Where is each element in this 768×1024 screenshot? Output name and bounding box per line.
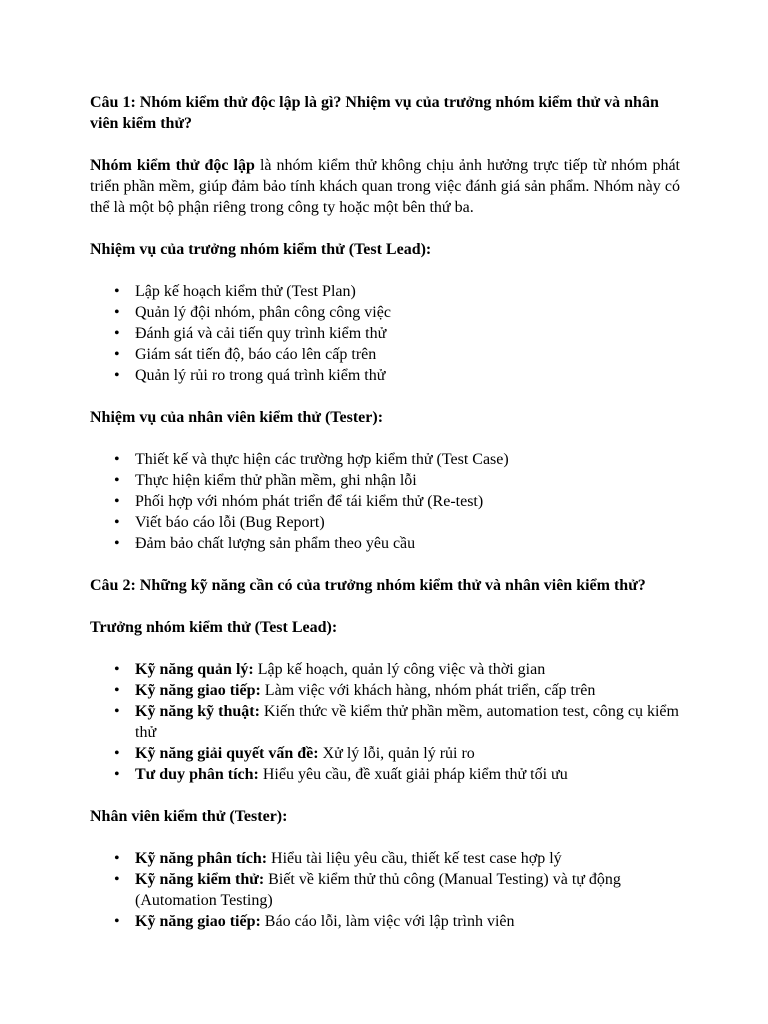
- skill-term: Kỹ năng phân tích:: [135, 850, 268, 867]
- list-item: [90, 911, 680, 932]
- list-item: [90, 701, 680, 743]
- skill-text: Xử lý lỗi, quản lý rủi ro: [318, 745, 475, 762]
- list-item-text: Viết báo cáo lỗi (Bug Report): [135, 514, 325, 531]
- skill-term: Kỹ năng kỹ thuật:: [135, 703, 260, 720]
- list-item-text: Thiết kế và thực hiện các trường hợp kiểm thử (Test Case): [135, 451, 509, 468]
- bullet-icon: •: [114, 367, 120, 384]
- test-lead-tasks-heading: Nhiệm vụ của trưởng nhóm kiểm thử (Test Lead):: [90, 241, 432, 258]
- list-item-text: Quản lý đội nhóm, phân công công việc: [135, 304, 391, 321]
- document-page: [90, 92, 680, 953]
- list-item-text: Đánh giá và cải tiến quy trình kiểm thử: [135, 325, 387, 342]
- list-item: [90, 848, 680, 869]
- list-item-text: Quản lý rủi ro trong quá trình kiểm thử: [135, 367, 386, 384]
- skill-term: Kỹ năng quản lý:: [135, 661, 254, 678]
- bullet-icon: •: [114, 535, 120, 552]
- skill-term: Kỹ năng giao tiếp:: [135, 913, 261, 930]
- list-item: [90, 680, 680, 701]
- list-item: [90, 302, 680, 323]
- list-item: [90, 344, 680, 365]
- question-1-title: Câu 1: Nhóm kiểm thử độc lập là gì? Nhiệm vụ của trưởng nhóm kiểm thử và nhân viên kiểm thử?: [90, 94, 659, 132]
- tester-skills-list: [90, 848, 680, 932]
- tester-tasks-heading: Nhiệm vụ của nhân viên kiểm thử (Tester):: [90, 409, 384, 426]
- skill-text: Lập kế hoạch, quản lý công việc và thời gian: [253, 661, 546, 678]
- skill-text: Báo cáo lỗi, làm việc với lập trình viên: [260, 913, 515, 930]
- bullet-icon: •: [114, 514, 120, 531]
- definition-term: Nhóm kiểm thử độc lập: [90, 157, 255, 174]
- skill-text: Hiểu tài liệu yêu cầu, thiết kế test case hợp lý: [267, 850, 562, 867]
- bullet-icon: •: [114, 346, 120, 363]
- test-lead-skills-list: [90, 659, 680, 785]
- definition-text: là nhóm kiểm thử không chịu ảnh hưởng trực tiếp từ nhóm phát triển phần mềm, giúp đảm bảo tính khách quan trong việc đánh giá sản phẩm. Nhóm này có thể là một bộ phận riêng trong công ty hoặc một bên thứ ba.: [90, 157, 680, 216]
- bullet-icon: •: [114, 871, 120, 888]
- skill-term: Kỹ năng giải quyết vấn đề:: [135, 745, 319, 762]
- skill-text: Hiểu yêu cầu, đề xuất giải pháp kiểm thử tối ưu: [258, 766, 568, 783]
- list-item: [90, 365, 680, 386]
- list-item-text: Phối hợp với nhóm phát triển để tái kiểm thử (Re-test): [135, 493, 484, 510]
- bullet-icon: •: [114, 304, 120, 321]
- list-item-text: Thực hiện kiểm thử phần mềm, ghi nhận lỗi: [135, 472, 417, 489]
- list-item-text: Giám sát tiến độ, báo cáo lên cấp trên: [135, 346, 377, 363]
- skill-text: Làm việc với khách hàng, nhóm phát triển, cấp trên: [260, 682, 596, 699]
- bullet-icon: •: [114, 451, 120, 468]
- bullet-icon: •: [114, 766, 120, 783]
- list-item: [90, 869, 680, 911]
- definition-paragraph: [90, 155, 680, 218]
- bullet-icon: •: [114, 325, 120, 342]
- skill-text: Biết về kiểm thử thủ công (Manual Testing) và tự động (Automation Testing): [135, 871, 621, 909]
- test-lead-tasks-list: [90, 281, 680, 386]
- bullet-icon: •: [114, 661, 120, 678]
- bullet-icon: •: [114, 745, 120, 762]
- list-item: [90, 449, 680, 470]
- skill-text: Kiến thức về kiểm thử phần mềm, automation test, công cụ kiểm thử: [135, 703, 679, 741]
- test-lead-skills-heading: Trưởng nhóm kiểm thử (Test Lead):: [90, 619, 338, 636]
- bullet-icon: •: [114, 472, 120, 489]
- bullet-icon: •: [114, 913, 120, 930]
- tester-tasks-list: [90, 449, 680, 554]
- skill-term: Tư duy phân tích:: [135, 766, 259, 783]
- tester-skills-heading: Nhân viên kiểm thử (Tester):: [90, 808, 288, 825]
- list-item: [90, 743, 680, 764]
- list-item-text: Lập kế hoạch kiểm thử (Test Plan): [135, 283, 356, 300]
- list-item: [90, 281, 680, 302]
- list-item-text: Đảm bảo chất lượng sản phẩm theo yêu cầu: [135, 535, 416, 552]
- list-item: [90, 533, 680, 554]
- list-item: [90, 491, 680, 512]
- list-item: [90, 764, 680, 785]
- skill-term: Kỹ năng giao tiếp:: [135, 682, 261, 699]
- list-item: [90, 659, 680, 680]
- list-item: [90, 512, 680, 533]
- skill-term: Kỹ năng kiểm thử:: [135, 871, 265, 888]
- list-item: [90, 323, 680, 344]
- bullet-icon: •: [114, 850, 120, 867]
- bullet-icon: •: [114, 703, 120, 720]
- bullet-icon: •: [114, 682, 120, 699]
- list-item: [90, 470, 680, 491]
- bullet-icon: •: [114, 493, 120, 510]
- bullet-icon: •: [114, 283, 120, 300]
- question-2-title: Câu 2: Những kỹ năng cần có của trưởng nhóm kiểm thử và nhân viên kiểm thử?: [90, 577, 646, 594]
